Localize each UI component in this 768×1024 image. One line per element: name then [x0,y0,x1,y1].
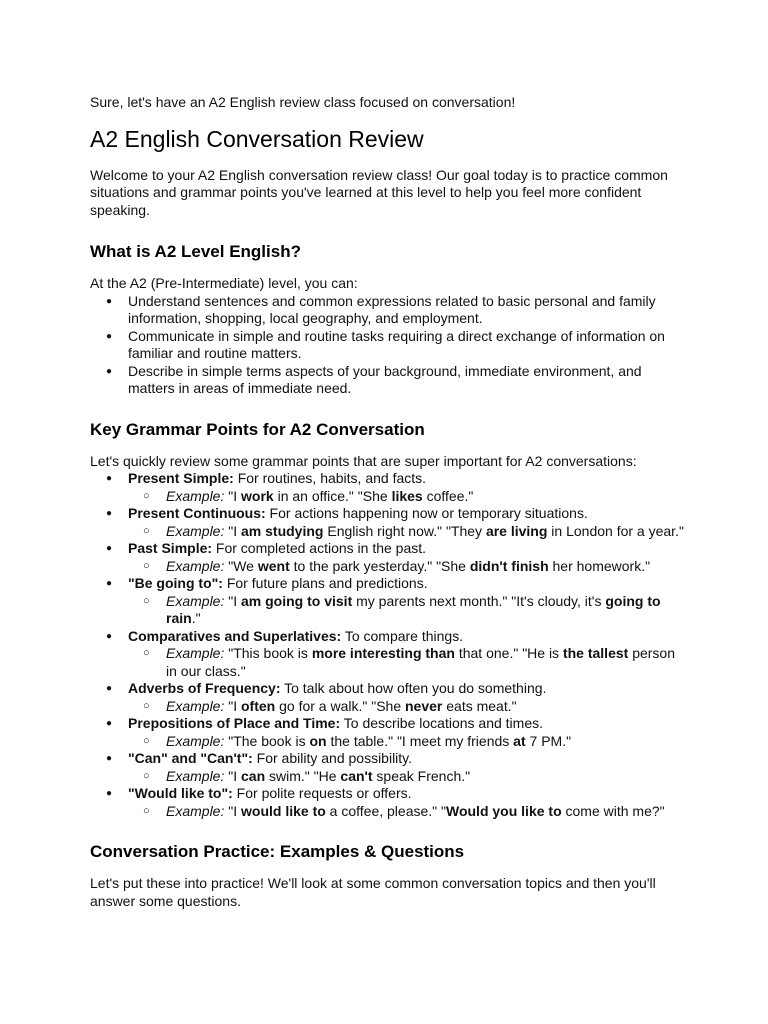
example-highlight: Would you like to [445,802,562,819]
example-label: Example: [166,487,225,504]
example-text: that one." "He is [454,645,563,661]
grammar-item [128,680,688,715]
example-label: Example: [166,592,225,609]
grammar-description: For completed actions in the past. [212,540,427,556]
example-highlight: often [241,697,276,714]
example-text: "The book is [224,732,310,749]
grammar-list [90,470,688,820]
example-highlight: more interesting than [311,645,455,661]
example-item [166,768,688,786]
example-item [166,645,688,680]
section-lead: At the A2 (Pre-Intermediate) level, you can: [90,275,358,291]
section-lead: Let's quickly review some grammar points that are super important for A2 conversations: [90,452,637,469]
example-highlight: can [241,767,266,784]
example-label: Example: [166,732,225,749]
grammar-item [128,715,688,750]
example-highlight: going to rain [166,592,661,626]
example-text: "I [224,592,241,609]
example-text: "I [224,487,241,504]
grammar-description: For routines, habits, and facts. [233,470,427,486]
example-text: speak French." [372,767,471,784]
example-text: come with me?" [561,802,665,819]
example-highlight: likes [391,487,423,504]
example-list [128,645,688,680]
example-list [128,733,688,751]
grammar-description: For polite requests or offers. [232,785,412,801]
example-highlight: on [309,732,327,749]
grammar-term: Present Continuous: [128,505,266,521]
grammar-term: Comparatives and Superlatives: [128,627,342,644]
example-list [128,523,688,541]
example-text: "I [224,767,241,784]
grammar-description: For ability and possibility. [252,750,413,766]
grammar-item [128,540,688,575]
grammar-description: To describe locations and times. [340,715,543,731]
example-text: ." [191,610,201,626]
example-text: her homework." [548,557,651,574]
example-text: 7 PM." [525,732,572,749]
grammar-term: Present Simple: [128,470,234,486]
example-text: English right now." "They [323,522,486,539]
example-item [166,803,688,821]
section-what-is-a2 [90,241,688,398]
example-text: swim." "He [265,767,341,784]
example-highlight: went [257,557,290,574]
example-item [166,698,688,716]
section-lead: Let's put these into practice! We'll look at some common conversation topics and then you'll answer some questions. [90,875,656,909]
example-label: Example: [166,697,225,714]
example-text: to the park yesterday." "She [289,557,470,574]
example-item [166,593,688,628]
example-text: the table." "I meet my friends [326,732,514,749]
example-label: Example: [166,802,225,819]
example-text: person in our class." [166,645,676,679]
example-text: a coffee, please." " [325,802,446,819]
example-list [128,803,688,821]
section-grammar-points [90,419,688,821]
section-heading: Key Grammar Points for A2 Conversation [90,419,425,439]
example-text: "I [224,522,241,539]
example-text: "I [224,802,241,819]
example-list [128,558,688,576]
example-text: eats meat." [442,697,517,714]
example-text: coffee." [422,487,474,504]
example-text: go for a walk." "She [275,697,405,714]
grammar-description: For future plans and predictions. [222,575,428,591]
example-highlight: am going to visit [241,592,353,609]
example-highlight: never [405,697,443,714]
section-heading: What is A2 Level English? [90,242,301,261]
example-highlight: didn't finish [469,557,549,574]
list-item: ● Communicate in simple and routine tasks requiring a direct exchange of information on familiar and routine matters. [128,328,688,363]
list-item: ● Describe in simple terms aspects of your background, immediate environment, and matters in areas of immediate need. [128,363,688,398]
example-list [128,593,688,628]
grammar-description: For actions happening now or temporary situations. [265,505,588,521]
intro-text: Sure, let's have an A2 English review class focused on conversation! [90,94,516,110]
ability-list [90,293,688,398]
example-highlight: work [241,487,274,504]
grammar-item [128,470,688,505]
example-label: Example: [166,767,225,784]
grammar-term: Adverbs of Frequency: [128,680,281,696]
example-label: Example: [166,522,225,539]
example-text: "I [224,697,241,714]
example-list [128,698,688,716]
list-item: ● Understand sentences and common expressions related to basic personal and family information, shopping, local geography, and employment. [128,293,688,328]
example-highlight: at [513,732,526,749]
example-text: "We [224,557,258,574]
example-item [166,488,688,506]
grammar-item [128,628,688,681]
section-heading: Conversation Practice: Examples & Questions [90,842,465,861]
grammar-description: To compare things. [341,627,464,644]
example-item [166,733,688,751]
example-highlight: am studying [241,522,324,539]
grammar-item [128,575,688,628]
example-item [166,558,688,576]
grammar-item [128,505,688,540]
document-title: A2 English Conversation Review [90,125,424,152]
example-text: in London for a year." [547,522,684,539]
grammar-item [128,785,688,820]
example-highlight: would like to [241,802,326,819]
grammar-term: Prepositions of Place and Time: [128,715,341,731]
grammar-term: "Can" and "Can't": [128,750,253,766]
example-highlight: the tallest [562,645,629,661]
example-list [128,488,688,506]
example-list [128,768,688,786]
example-text: "This book is [224,645,312,661]
welcome-paragraph: Welcome to your A2 English conversation review class! Our goal today is to practice common situations and grammar points you've learned at this level to help you feel more confident speaking. [90,166,668,218]
grammar-description: To talk about how often you do something. [280,680,547,696]
example-text: my parents next month." "It's cloudy, it's [352,592,606,609]
grammar-term: "Would like to": [128,785,233,801]
grammar-item [128,750,688,785]
example-label: Example: [166,557,225,574]
grammar-term: Past Simple: [128,540,213,556]
example-highlight: are living [485,522,548,539]
example-item [166,523,688,541]
grammar-term: "Be going to": [128,575,223,591]
example-label: Example: [166,645,225,661]
section-conversation-practice [90,841,688,910]
example-text: in an office." "She [273,487,392,504]
example-highlight: can't [340,767,373,784]
